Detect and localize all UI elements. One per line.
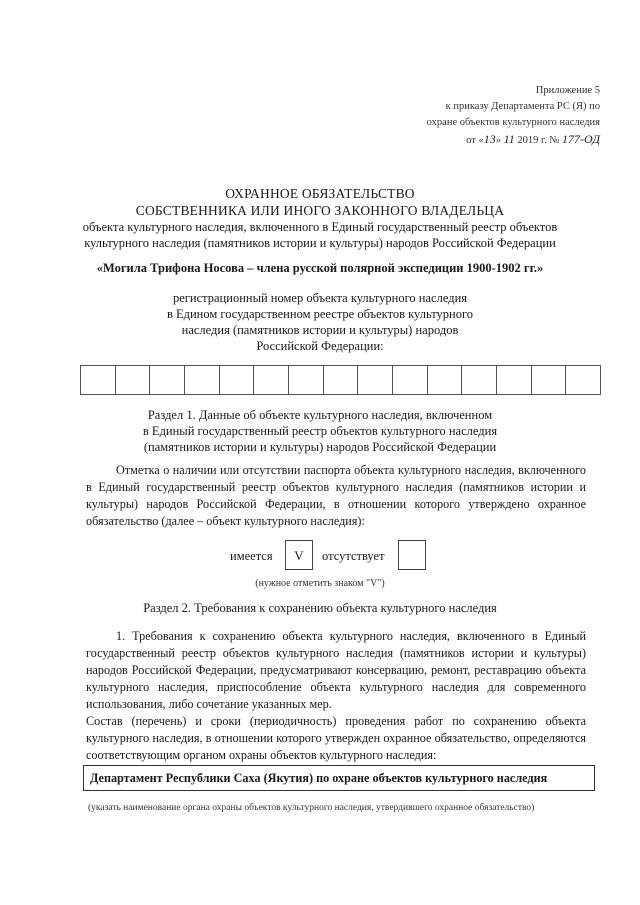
registration-line-4: Российской Федерации:: [256, 339, 384, 353]
registration-cell[interactable]: [532, 365, 567, 395]
registration-cell[interactable]: [324, 365, 359, 395]
registration-line-1: регистрационный номер объекта культурного наследия: [172, 291, 468, 305]
department-name-field[interactable]: Департамент Республики Саха (Якутия) по охране объектов культурного наследия: [83, 765, 595, 791]
registration-cell[interactable]: [220, 365, 255, 395]
absent-label: отсутствует: [322, 549, 385, 563]
title-line-3: объекта культурного наследия, включенного в Единый государственный реестр объектов: [82, 220, 558, 234]
requirements-paragraph-2: Состав (перечень) и сроки (периодичность) проведения работ по сохранению объекта культурного наследия, в отношении которого утвержден охранное обязательство, определяются соответствующим органом охраны объектов культурного наследия:: [86, 714, 586, 762]
registration-cell[interactable]: [116, 365, 151, 395]
mark-note: (нужное отметить знаком "V"): [255, 578, 385, 589]
requirements-text: [86, 628, 586, 764]
object-name: «Могила Трифона Носова – члена русской полярной экспедиции 1900-1902 гг.»: [96, 261, 544, 275]
registration-cell[interactable]: [185, 365, 220, 395]
registration-line-2: в Едином государственном реестре объектов культурного: [166, 307, 474, 321]
date-prefix: от «: [466, 135, 484, 146]
section-1-line-1: Раздел 1. Данные об объекте культурного наследия, включенном: [147, 408, 493, 422]
appendix-block: [427, 83, 600, 149]
registration-caption: [0, 290, 640, 354]
title-line-1: ОХРАННОЕ ОБЯЗАТЕЛЬСТВО: [225, 186, 415, 201]
date-day: 13: [483, 132, 496, 146]
appendix-date-line: [427, 131, 600, 149]
registration-cell[interactable]: [566, 365, 601, 395]
registration-cell[interactable]: [150, 365, 185, 395]
section-1-heading: [0, 407, 640, 455]
requirements-paragraph-1: 1. Требования к сохранению объекта культурного наследия, включенного в Единый государственный реестр объектов культурного наследия (памятников истории и культуры) народов Российской Федерации, предусматривают консервацию, ремонт, реставрацию объекта культурного наследия, приспособление объекта культурного наследия для современного использования, либо сочетание указанных мер.: [86, 629, 586, 711]
appendix-order-ref: к приказу Департамента РС (Я) по: [445, 101, 600, 112]
registration-number-grid: [80, 365, 601, 395]
document-title: [0, 185, 640, 251]
appendix-title: Приложение 5: [535, 85, 600, 96]
registration-cell[interactable]: [81, 365, 116, 395]
appendix-department: охране объектов культурного наследия: [426, 117, 600, 128]
passport-presence-row: [0, 540, 640, 574]
title-line-4: культурного наследия (памятников истории и культуры) народов Российской Федерации: [84, 236, 556, 250]
registration-cell[interactable]: [254, 365, 289, 395]
date-month: 11: [503, 132, 515, 146]
section-1-line-3: (памятников истории и культуры) народов Российской Федерации: [143, 440, 497, 454]
registration-cell[interactable]: [289, 365, 324, 395]
registration-line-3: наследия (памятников истории и культуры) народов: [181, 323, 459, 337]
present-checkbox[interactable]: V: [285, 540, 313, 570]
registration-cell[interactable]: [393, 365, 428, 395]
registration-cell[interactable]: [428, 365, 463, 395]
date-mid: »: [495, 135, 501, 146]
section-2-heading: Раздел 2. Требования к сохранению объекта культурного наследия: [143, 601, 497, 615]
title-line-2: СОБСТВЕННИКА ИЛИ ИНОГО ЗАКОННОГО ВЛАДЕЛЬЦА: [135, 203, 505, 218]
present-label: имеется: [230, 549, 273, 563]
registration-cell[interactable]: [358, 365, 393, 395]
section-1-line-2: в Единый государственный реестр объектов культурного наследия: [142, 424, 498, 438]
passport-paragraph: Отметка о наличии или отсутствии паспорта объекта культурного наследия, включенного в Единый государственный реестр объектов культурного наследия (памятников истории и культуры) народов Российской Федерации, в отношении которого утверждено охранное обязательство (далее – объект культурного наследия):: [86, 463, 586, 528]
absent-checkbox[interactable]: [398, 540, 426, 570]
department-note: (указать наименование органа охраны объектов культурного наследия, утвердившего охранное обязательство): [88, 803, 535, 813]
date-year: 2019 г. №: [517, 135, 560, 146]
registration-cell[interactable]: [462, 365, 497, 395]
registration-cell[interactable]: [497, 365, 532, 395]
order-number: 177-ОД: [562, 132, 600, 146]
